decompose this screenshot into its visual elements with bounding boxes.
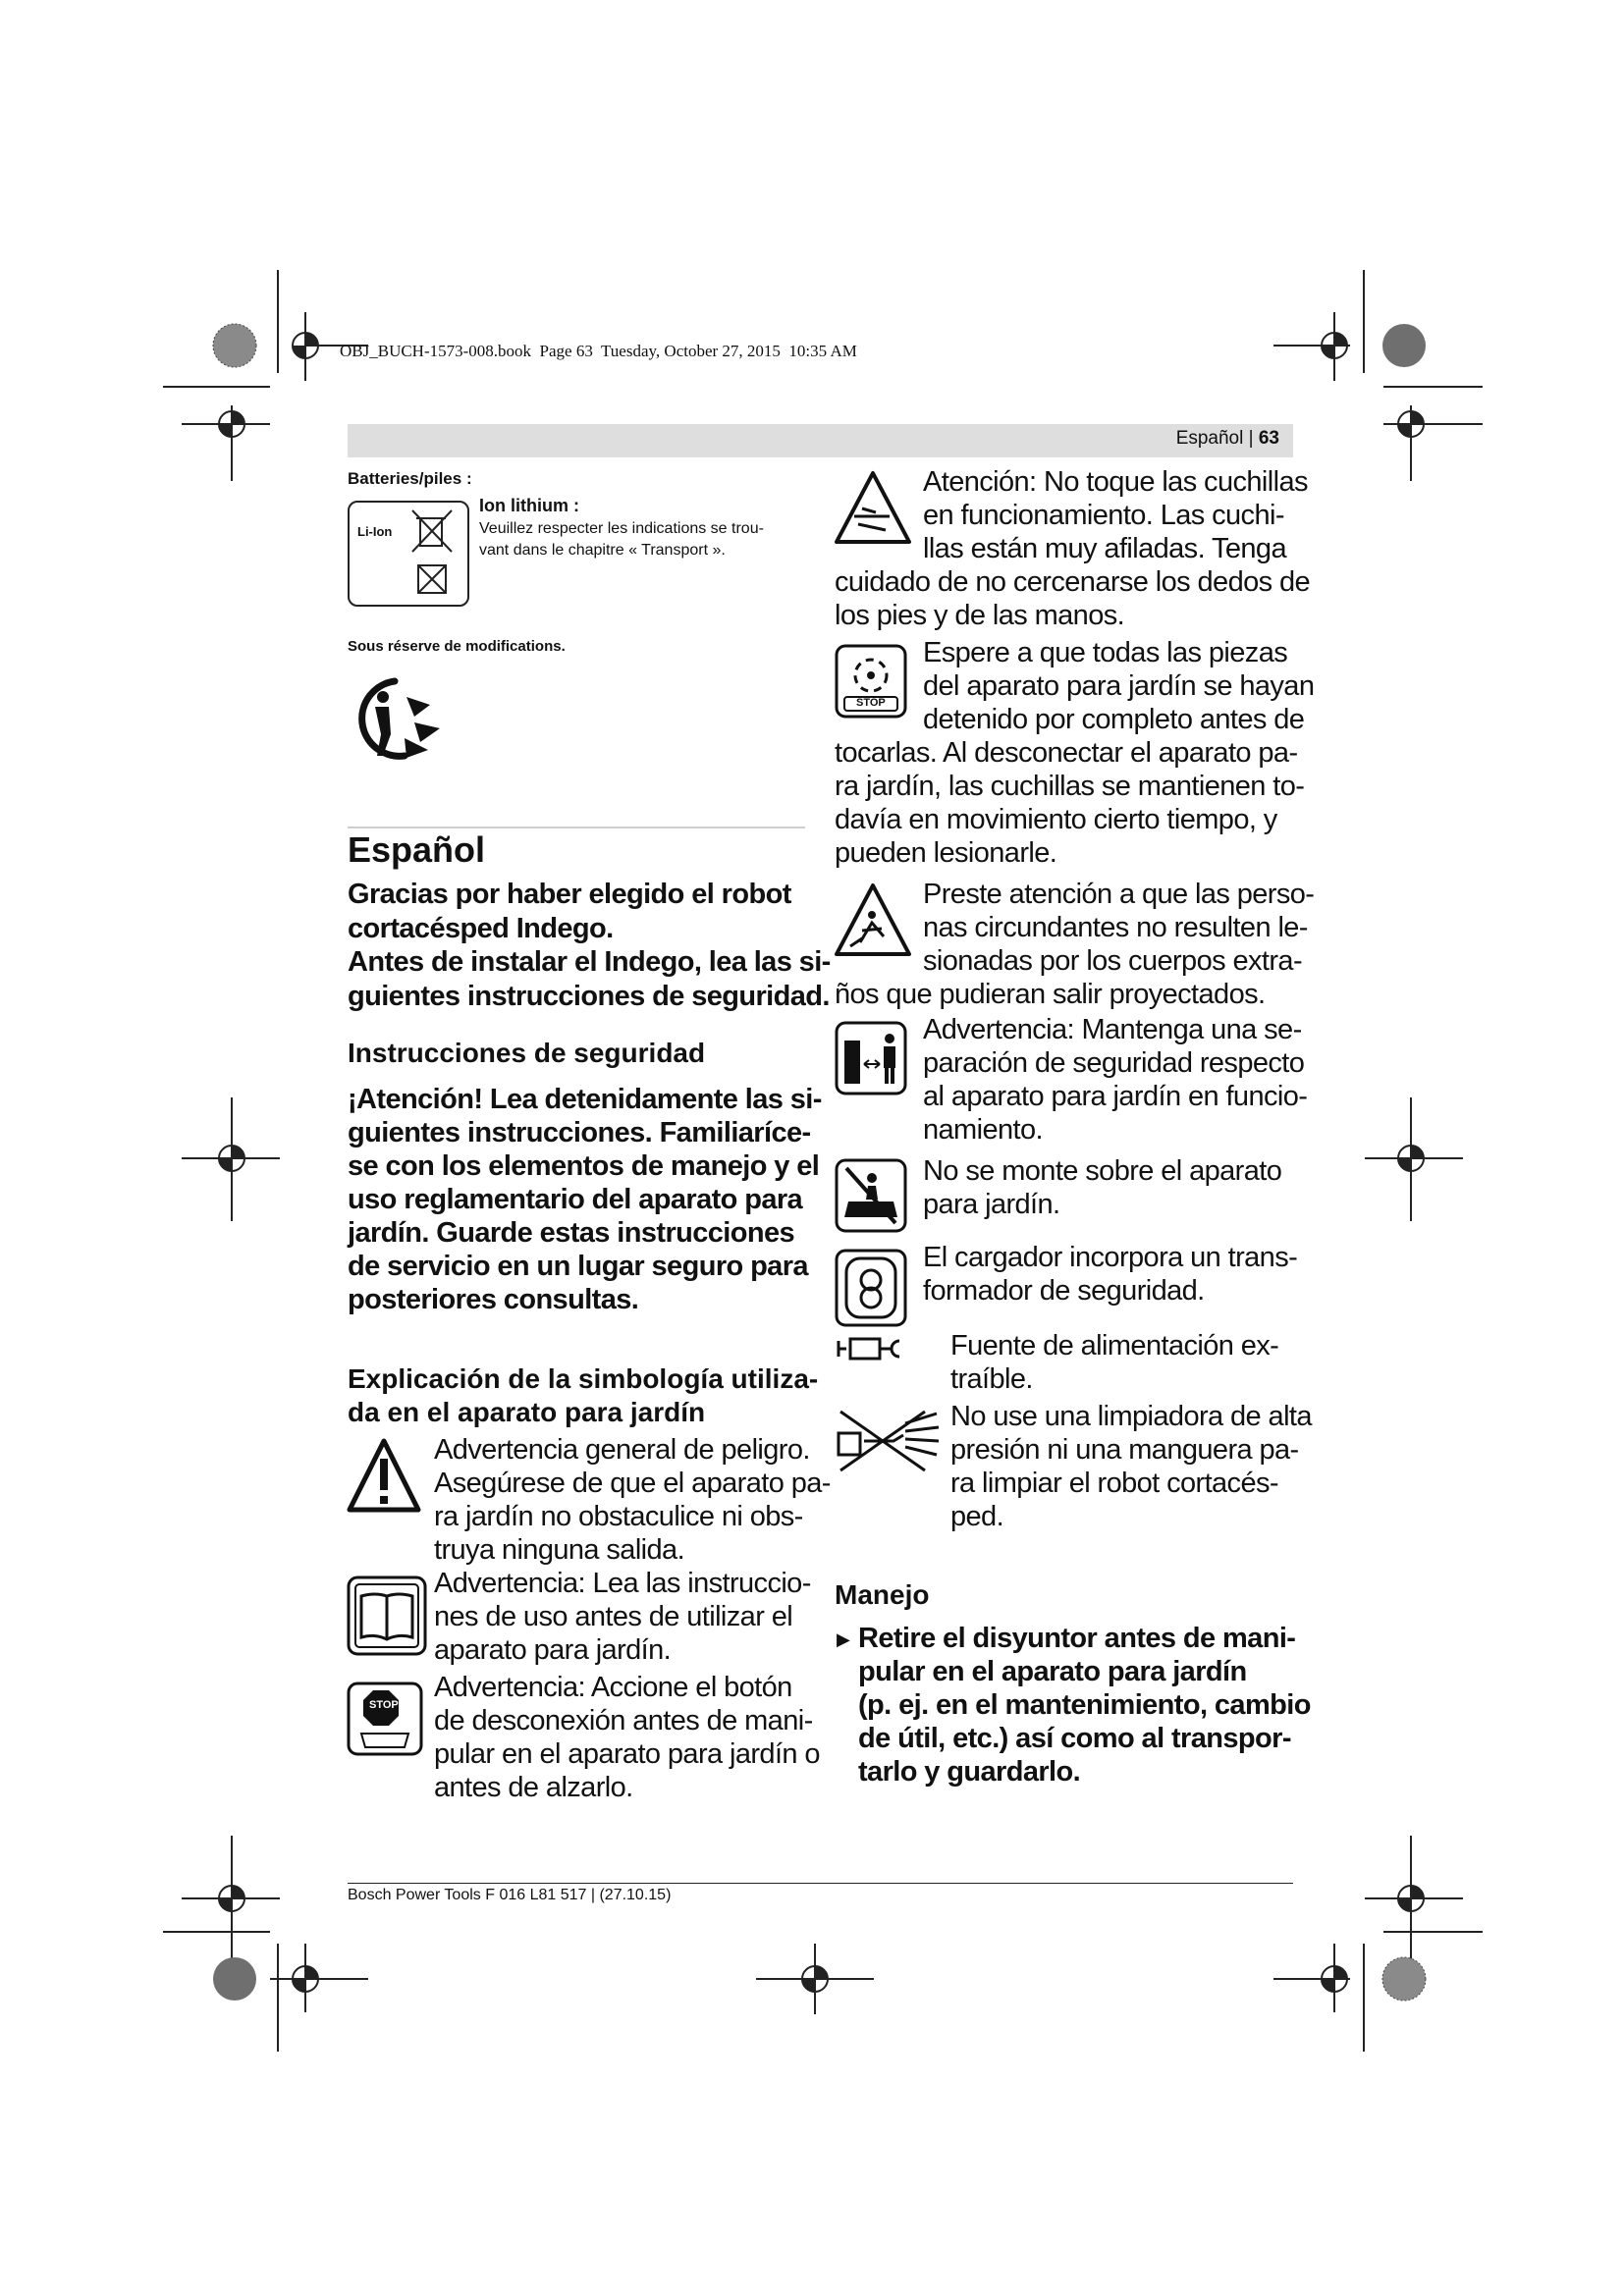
right-7-line-1: Fuente de alimentación ex-: [950, 1330, 1279, 1362]
page-header: [348, 424, 1293, 457]
manejo-heading: Manejo: [835, 1579, 930, 1610]
right-5-line-1: No se monte sobre el aparato: [923, 1155, 1282, 1187]
right-1-line-3: llas están muy afiladas. Tenga: [923, 533, 1286, 564]
header-language: Español: [1175, 428, 1244, 449]
right-2-line-1: Espere a que todas las piezas: [923, 637, 1288, 668]
right-8-line-1: No use una limpiadora de alta: [950, 1401, 1312, 1432]
right-8-line-3: ra limpiar el robot cortacés-: [950, 1468, 1278, 1499]
no-pressure-washer-icon: [835, 1406, 943, 1476]
stop-label: STOP: [369, 1699, 399, 1711]
right-8-line-4: ped.: [950, 1501, 1004, 1532]
attention-line-7: posteriores consultas.: [348, 1284, 639, 1315]
manejo-line-4: de útil, etc.) así como al transpor-: [858, 1723, 1291, 1754]
batteries-heading: Batteries/piles :: [348, 469, 472, 488]
symbol-3-line-1: Advertencia: Accione el botón: [434, 1672, 792, 1703]
page-number: 63: [1258, 428, 1279, 449]
warning-triangle-icon: [346, 1435, 422, 1518]
symbol-1-line-2: Asegúrese de que el aparato pa-: [434, 1468, 831, 1499]
safety-heading: Instrucciones de seguridad: [348, 1038, 706, 1068]
symbol-2-line-3: aparato para jardín.: [434, 1634, 672, 1666]
right-2-line-2: del aparato para jardín se hayan: [923, 670, 1315, 702]
wait-stop-label: STOP: [856, 697, 886, 709]
intro-line-2: cortacésped Indego.: [348, 913, 614, 944]
right-2-line-6: davía en movimiento cierto tiempo, y: [835, 804, 1277, 835]
right-2-line-7: pueden lesionarle.: [835, 837, 1057, 869]
section-title: Español: [348, 829, 486, 870]
attention-line-3: se con los elementos de manejo y el: [348, 1150, 820, 1182]
right-6-line-2: formador de seguridad.: [923, 1275, 1205, 1307]
intro-line-4: guientes instrucciones de seguridad.: [348, 981, 830, 1012]
header-separator: |: [1248, 428, 1254, 449]
attention-line-1: ¡Atención! Lea detenidamente las si-: [348, 1084, 822, 1115]
right-5-line-2: para jardín.: [923, 1189, 1060, 1220]
ion-lithium-title: Ion lithium :: [479, 496, 579, 515]
symbol-2-line-2: nes de uso antes de utilizar el: [434, 1601, 793, 1632]
right-3-line-3: sionadas por los cuerpos extra-: [923, 945, 1302, 977]
footer-text: Bosch Power Tools F 016 L81 517 | (27.10.15): [348, 1887, 672, 1903]
symbol-1-line-4: truya ninguna salida.: [434, 1534, 685, 1566]
liion-label: Li-Ion: [357, 524, 393, 539]
symbol-2-line-1: Advertencia: Lea las instruccio-: [434, 1568, 811, 1599]
right-1-line-5: los pies y de las manos.: [835, 600, 1125, 631]
attention-line-4: uso reglamentario del aparato para: [348, 1184, 803, 1215]
ion-lithium-text-1: Veuillez respecter les indications se trou-: [479, 520, 764, 537]
safety-transformer-icon: [835, 1249, 907, 1327]
battery-symbol-box: [348, 501, 469, 607]
right-3-line-4: ños que pudieran salir proyectados.: [835, 979, 1266, 1010]
right-7-line-2: traíble.: [950, 1363, 1033, 1395]
right-2-line-4: tocarlas. Al desconectar el aparato pa-: [835, 737, 1298, 769]
safety-distance-icon: [835, 1021, 907, 1095]
bullet-arrow-icon: ▶: [837, 1629, 850, 1649]
intro-line-1: Gracias por haber elegido el robot: [348, 879, 791, 910]
attention-line-5: jardín. Guarde estas instrucciones: [348, 1217, 795, 1249]
symbols-heading-1: Explicación de la simbología utiliza-: [348, 1363, 819, 1394]
right-4-line-3: al aparato para jardín en funcio-: [923, 1081, 1308, 1112]
right-4-line-2: paración de seguridad respecto: [923, 1047, 1305, 1079]
right-4-line-1: Advertencia: Mantenga una se-: [923, 1014, 1302, 1045]
right-1-line-4: cuidado de no cercenarse los dedos de: [835, 566, 1311, 598]
crossed-bin-icon: [408, 508, 460, 599]
right-6-line-1: El cargador incorpora un trans-: [923, 1242, 1298, 1273]
detachable-supply-icon: [835, 1335, 923, 1362]
symbol-3-line-2: de desconexión antes de mani-: [434, 1705, 813, 1736]
footer-rule: [348, 1883, 1293, 1884]
symbol-3-line-3: pular en el aparato para jardín o: [434, 1738, 820, 1770]
right-2-line-5: ra jardín, las cuchillas se mantienen to-: [835, 771, 1305, 802]
manejo-line-2: pular en el aparato para jardín: [858, 1656, 1247, 1687]
manejo-line-5: tarlo y guardarlo.: [858, 1756, 1081, 1788]
right-1-line-1: Atención: No toque las cuchillas: [923, 466, 1308, 498]
projectile-warning-icon: [833, 881, 913, 958]
right-4-line-4: namiento.: [923, 1114, 1043, 1146]
manejo-line-1: Retire el disyuntor antes de mani-: [858, 1623, 1296, 1654]
right-3-line-2: nas circundantes no resulten le-: [923, 912, 1308, 943]
right-8-line-2: presión ni una manguera pa-: [950, 1434, 1299, 1466]
reserve-notice: Sous réserve de modifications.: [348, 638, 566, 655]
no-riding-icon: [835, 1158, 907, 1233]
manejo-line-3: (p. ej. en el mantenimiento, cambio: [858, 1689, 1311, 1721]
attention-line-2: guientes instrucciones. Familiaríce-: [348, 1117, 811, 1148]
stop-switch-icon: [346, 1681, 424, 1757]
ion-lithium-text-2: vant dans le chapitre « Transport ».: [479, 542, 726, 559]
right-1-line-2: en funcionamiento. Las cuchi-: [923, 500, 1284, 531]
attention-line-6: de servicio en un lugar seguro para: [348, 1251, 808, 1282]
symbol-1-line-3: ra jardín no obstaculice ni obs-: [434, 1501, 803, 1532]
print-info: OBJ_BUCH-1573-008.book Page 63 Tuesday, October 27, 2015 10:35 AM: [340, 342, 857, 360]
blade-warning-icon: [833, 469, 913, 546]
read-manual-icon: [346, 1575, 428, 1657]
symbol-3-line-4: antes de alzarlo.: [434, 1772, 633, 1803]
symbols-heading-2: da en el aparato para jardín: [348, 1397, 706, 1427]
intro-line-3: Antes de instalar el Indego, lea las si-: [348, 946, 831, 978]
symbol-1-line-1: Advertencia general de peligro.: [434, 1434, 810, 1466]
right-2-line-3: detenido por completo antes de: [923, 704, 1305, 735]
right-3-line-1: Preste atención a que las perso-: [923, 879, 1315, 910]
recycling-person-icon: [346, 667, 448, 766]
